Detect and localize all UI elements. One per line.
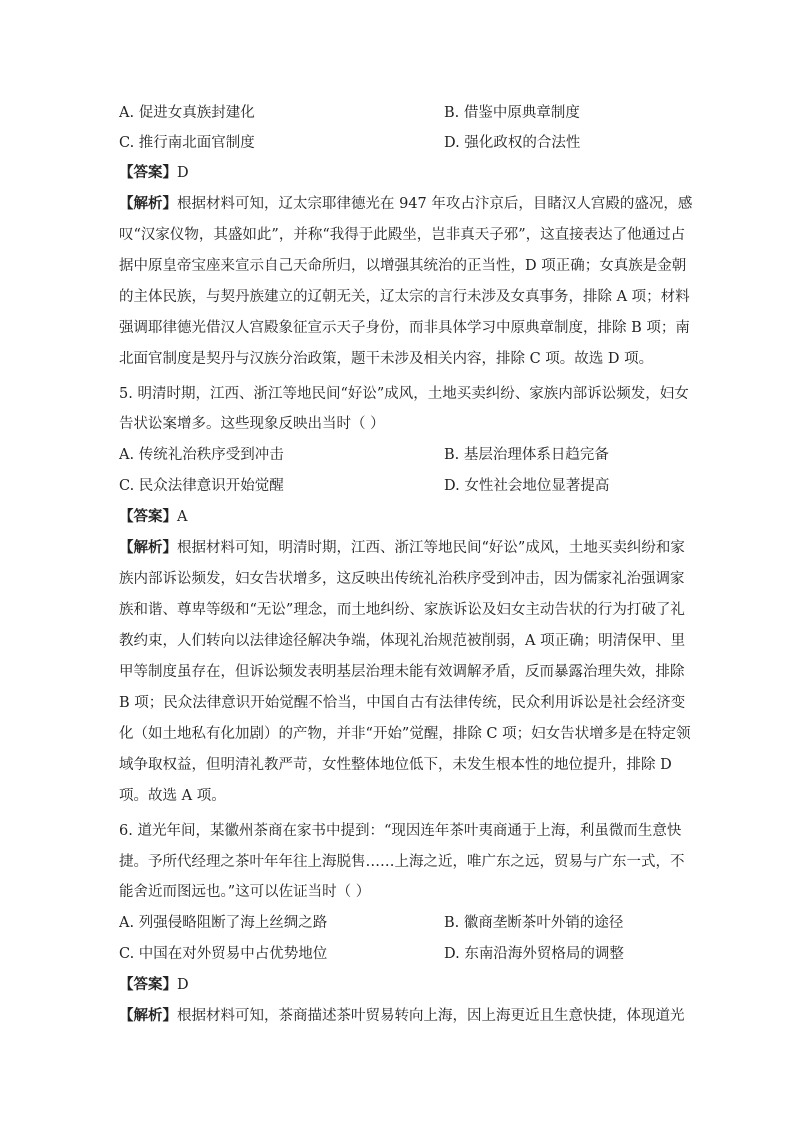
q4-analysis-line [119, 194, 693, 214]
q6-options-row-1 [119, 913, 679, 933]
analysis-text: 根据材料可知，茶商描述茶叶贸易转向上海，因上海更近且生意快捷，体现道光 [177, 1008, 685, 1024]
q5-analysis-line: B 项；民众法律意识开始觉醒不恰当，中国自古有法律传统，民众利用诉讼是社会经济变 [119, 695, 686, 711]
q5-analysis-line: 项。故选 A 项。 [119, 788, 226, 804]
analysis-text: 根据材料可知，辽太宗耶律德光在 947 年攻占汴京后，目睹汉人宫殿的盛况，感 [177, 196, 693, 212]
analysis-tag: 【解析】 [119, 195, 177, 212]
q4-option-d[interactable]: D. 强化政权的合法性 [444, 135, 581, 151]
q5-analysis-line: 族内部诉讼频发，妇女告状增多，这反映出传统礼治秩序受到冲击，因为儒家礼治强调家 [119, 571, 685, 587]
q6-stem-line: 捷。予所代经理之茶叶年年往上海脱售……上海之近，唯广东之远，贸易与广东一式，不 [119, 854, 685, 870]
analysis-text: 根据材料可知，明清时期，江西、浙江等地民间“好讼”成风，土地买卖纠纷和家 [177, 540, 685, 556]
q5-answer [119, 507, 679, 527]
answer-value: D [177, 977, 189, 993]
q4-analysis-line: 北面官制度是契丹与汉族分治政策，题干未涉及相关内容，排除 C 项。故选 D 项。 [119, 351, 654, 367]
q5-stem-line: 5. 明清时期，江西、浙江等地民间“好讼”成风，土地买卖纠纷、家族内部诉讼频发，妇女 [119, 386, 689, 402]
q4-option-c[interactable]: C. 推行南北面官制度 [119, 135, 255, 151]
q5-option-c[interactable]: C. 民众法律意识开始觉醒 [119, 478, 284, 494]
answer-tag: 【答案】 [119, 164, 177, 181]
q4-options-row-2 [119, 133, 679, 153]
q5-options-row-1 [119, 445, 679, 465]
q6-option-c[interactable]: C. 中国在对外贸易中占优势地位 [119, 946, 328, 962]
q4-options-row-1 [119, 103, 679, 123]
q6-analysis-line [119, 1006, 685, 1026]
q5-options-row-2 [119, 476, 679, 496]
answer-value: A [177, 509, 188, 525]
q5-analysis-line [119, 538, 685, 558]
q4-analysis-line: 强调耶律德光借汉人宫殿象征宣示天子身份，而非具体学习中原典章制度，排除 B 项；南 [119, 320, 690, 336]
q5-option-a[interactable]: A. 传统礼治秩序受到冲击 [119, 447, 284, 463]
q5-analysis-line: 化（如土地私有化加剧）的产物，并非“开始”觉醒，排除 C 项；妇女告状增多是在特定领 [119, 726, 691, 742]
q4-option-b[interactable]: B. 借鉴中原典章制度 [444, 105, 580, 121]
answer-value: D [177, 165, 189, 181]
q6-option-b[interactable]: B. 徽商垄断茶叶外销的途径 [444, 915, 624, 931]
q5-option-d[interactable]: D. 女性社会地位显著提高 [444, 478, 610, 494]
q6-options-row-2 [119, 944, 679, 964]
q6-option-a[interactable]: A. 列强侵略阻断了海上丝绸之路 [119, 915, 328, 931]
q5-analysis-line: 族和谐、尊卑等级和“无讼”理念，而土地纠纷、家族诉讼及妇女主动告状的行为打破了礼 [119, 602, 685, 618]
answer-tag: 【答案】 [119, 976, 177, 993]
answer-tag: 【答案】 [119, 508, 177, 525]
q4-analysis-line: 的主体民族，与契丹族建立的辽朝无关，辽太宗的言行未涉及女真事务，排除 A 项；材料 [119, 289, 690, 305]
q6-stem-line: 6. 道光年间，某徽州茶商在家书中提到：“现因连年茶叶夷商通于上海，利虽微而生意快 [119, 823, 682, 839]
q6-answer [119, 975, 679, 995]
q5-option-b[interactable]: B. 基层治理体系日趋完备 [444, 447, 609, 463]
q5-analysis-line: 域争取权益，但明清礼教严苛，女性整体地位低下，未发生根本性的地位提升，排除 D [119, 757, 672, 773]
analysis-tag: 【解析】 [119, 1007, 177, 1024]
q5-stem-line: 告状讼案增多。这些现象反映出当时（ ） [119, 416, 385, 432]
q6-option-d[interactable]: D. 东南沿海外贸格局的调整 [444, 946, 624, 962]
q5-analysis-line: 甲等制度虽存在，但诉讼频发表明基层治理未能有效调解矛盾，反而暴露治理失效，排除 [119, 664, 685, 680]
q6-stem-line: 能舍近而图远也。”这可以佐证当时（ ） [119, 884, 371, 900]
q4-option-a[interactable]: A. 促进女真族封建化 [119, 105, 255, 121]
q4-answer [119, 163, 679, 183]
q5-analysis-line: 教约束，人们转向以法律途径解决争端，体现礼治规范被削弱，A 项正确；明清保甲、里 [119, 633, 686, 649]
q4-analysis-line: 据中原皇帝宝座来宣示自己天命所归，以增强其统治的正当性，D 项正确；女真族是金朝 [119, 258, 687, 274]
q4-analysis-line: 叹“汉家仪物，其盛如此”，并称“我得于此殿坐，岂非真天子邪”，这直接表达了他通过占 [119, 227, 686, 243]
analysis-tag: 【解析】 [119, 539, 177, 556]
